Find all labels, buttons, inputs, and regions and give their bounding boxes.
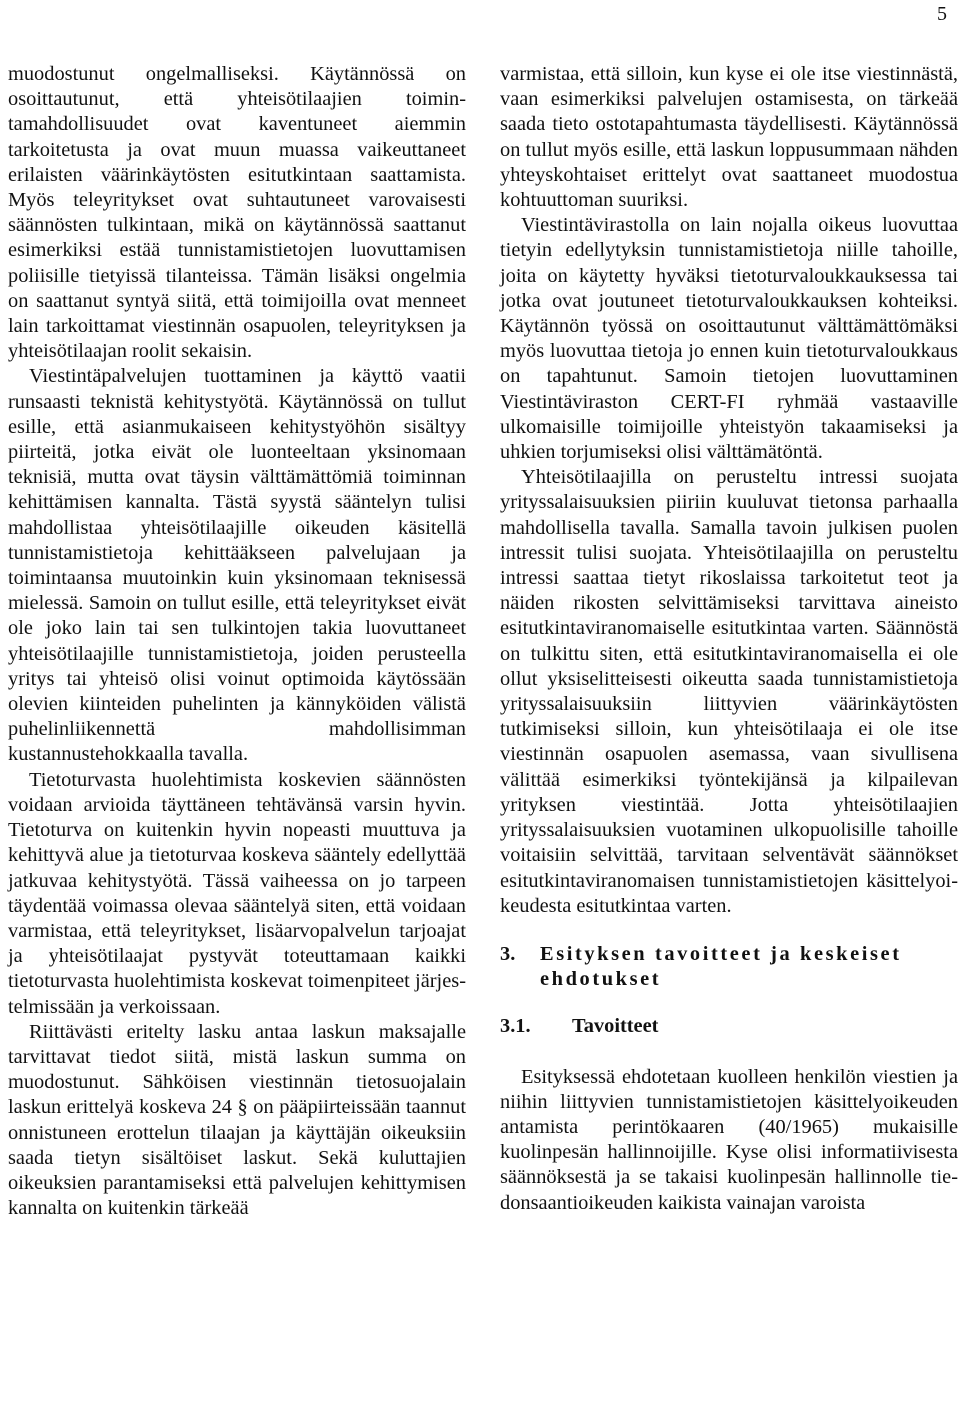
paragraph: Viestintäpalvelujen tuottaminen ja käyttö vaatii runsaasti teknistä kehitystyötä. Käytännössä on tullut esille, että asianmukaiseen kehitystyöhön sisältyy piirteitä, jotka eivät ole luonteeltaan yksinomaan teknisiä, mutta ovat täysin välttämättömiä toiminnan kehittämisen kannalta. Tästä syystä sääntelyn tulisi mahdollistaa yhteisötilaajille oikeuden käsitellä tunnistamistietoja kehittääkseen palvelujaan ja toimintaansa muutoinkin kuin yksinomaan teknisessä mielessä. Samoin on tullut esille, että teleyritykset eivät ole joko lain tai sen tulkintojen takia luovuttaneet yhteisötilaajille tunnistamistietoja, joiden perusteella yritys tai yhteisö olisi voinut optimoida käytössään olevien kiinteiden puhelinten ja kännyköiden välistä puhelinliikennettä mahdollisimman kustannustehokkaalla tavalla. bbox=[8, 365, 466, 766]
section-heading bbox=[500, 942, 958, 992]
subsection-number: 3.1. bbox=[500, 1015, 531, 1038]
right-column bbox=[500, 62, 958, 1216]
paragraph: muodostunut ongelmalliseksi. Käytännössä on osoittautunut, että yhteisötilaajien toimintamahdollisuudet ovat kaventuneet aiemmin tarkoitetusta ja ovat muun muassa vaikeuttaneet erilaisten väärinkäytösten esitutkintaan saattamista. Myös teleyritykset ovat suhtautuneet varovaisesti säännösten tulkintaan, mikä on käytännössä saattanut esimerkiksi estää tunnistamistietojen luovuttamisen poliisille tietyissä tilanteissa. Tämän lisäksi ongelmia on saattanut syntyä siitä, että toimijoilla ovat menneet lain tarkoittamat viestinnän osapuolen, teleyrityksen ja yhteisötilaajan roolit sekaisin. bbox=[8, 63, 466, 363]
section-number: 3. bbox=[500, 942, 516, 965]
paragraph: Riittävästi eritelty lasku antaa laskun maksajalle tarvittavat tiedot siitä, mistä laskun summa on muodostunut. Sähköisen viestinnän tietosuojalain laskun erittelyä koskeva 24 § on pääpiirteissään taannut onnistuneen erottelun tilaajan ja käyttäjän oikeuksiin saada tietyn sisältöiset laskut. Sekä kuluttajien oikeuksien parantamiseksi että palvelujen kehittymisen kannalta on kuitenkin tärkeää bbox=[8, 1020, 466, 1220]
paragraph: Viestintävirastolla on lain nojalla oikeus luovuttaa tietyin edellytyksin tunnistamistietoja niille tahoille, joita on käytetty hyväksi tietoturvaloukkauksessa tai jotka ovat joutuneet tietoturvaloukkauksen kohteiksi. Käytännön työssä on osoittautunut välttämättömäksi myös luovuttaa tietoja jo ennen kuin tietoturvaloukkaus on tapahtunut. Samoin tietojen luovuttaminen Viestintäviraston CERT-FI ryhmää vastaaville ulkomaisille toimijoille yhteistyön takaamiseksi ja uhkien torjumiseksi olisi välttämätöntä. bbox=[500, 214, 958, 464]
paragraph: Esityksessä ehdotetaan kuolleen henkilön viestien ja niihin liittyvien tunnistamistietojen käsittelyoikeuden antamista perintökaaren (40/1965) mukaisille kuolinpesän hallinnoijille. Kyse olisi informatiivisesta säännöksestä ja se takaisi kuolinpesän hallinnolle tiedonsaantioikeuden kaikista vainajan varoista bbox=[500, 1065, 958, 1214]
page-number: 5 bbox=[937, 3, 947, 25]
subsection-heading bbox=[500, 1014, 958, 1039]
paragraph: Yhteisötilaajilla on perusteltu intressi suojata yrityssalaisuuksien piiriin kuuluvat tietonsa parhaalla mahdollisella tavalla. Samalla tavoin julkisen puolen intressit tulisi suojata. Yhteisötilaajilla on perusteltu intressi saattaa tietyt rikoslaissa tarkoitetut teot ja näiden rikosten selvittämiseksi tarvittava aineisto esitutkintaviranomaiselle esitutkintaa varten. Säännöstä on tulkittu siten, että esitutkintaviranomaisella ei ole ollut yksiselitteisesti oikeutta saada tunnistamistietoja yrityssalaisuuksiin liittyvien väärinkäytösten tutkimiseksi silloin, kun yhteisötilaaja ei ole itse viestinnän osapuolen asemassa, vaan sivullisena välittää esimerkiksi työntekijänsä ja kilpailevan yrityksen viestintää. Jotta yhteisötilaajien yrityssalaisuuksien vuotaminen ulkopuolisille tahoille voitaisiin selvittää, tarvitaan selventävät säännökset esitutkintaviranomaisen tunnistamistietojen käsittelyoikeudesta esitutkintaa varten. bbox=[500, 466, 958, 917]
left-column bbox=[8, 62, 466, 1221]
section-title: Esityksen tavoitteet ja keskeiset ehdotukset bbox=[540, 942, 902, 991]
paragraph: varmistaa, että silloin, kun kyse ei ole itse viestinnästä, vaan esimerkiksi palvelujen ostamisesta, on tärkeää saada tieto ostotapahtumasta täydellisesti. Käytännössä on tullut myös esille, että laskun loppusummaan nähden yhteyskohtaiset erittelyt ovat saattaneet muodostua kohtuuttoman suuriksi. bbox=[500, 63, 958, 212]
subsection-title: Tavoitteet bbox=[572, 1015, 659, 1038]
paragraph: Tietoturvasta huolehtimista koskevien säännösten voidaan arvioida täyttäneen tehtävänsä varsin hyvin. Tietoturva on kuitenkin hyvin nopeasti muuttuva ja kehittyvä alue ja tietoturvaa koskeva sääntely edellyttää jatkuvaa kehitystyötä. Tässä vaiheessa on jo tarpeen täydentää voimassa olevaa sääntelyä siten, että voidaan varmistaa, että teleyritykset, lisäarvopalvelun tarjoajat ja yhteisötilaajat pystyvät toteuttamaan kaikki tietoturvasta huolehtimista koskevat toimenpiteet järjestelmissään ja verkoissaan. bbox=[8, 768, 466, 1018]
